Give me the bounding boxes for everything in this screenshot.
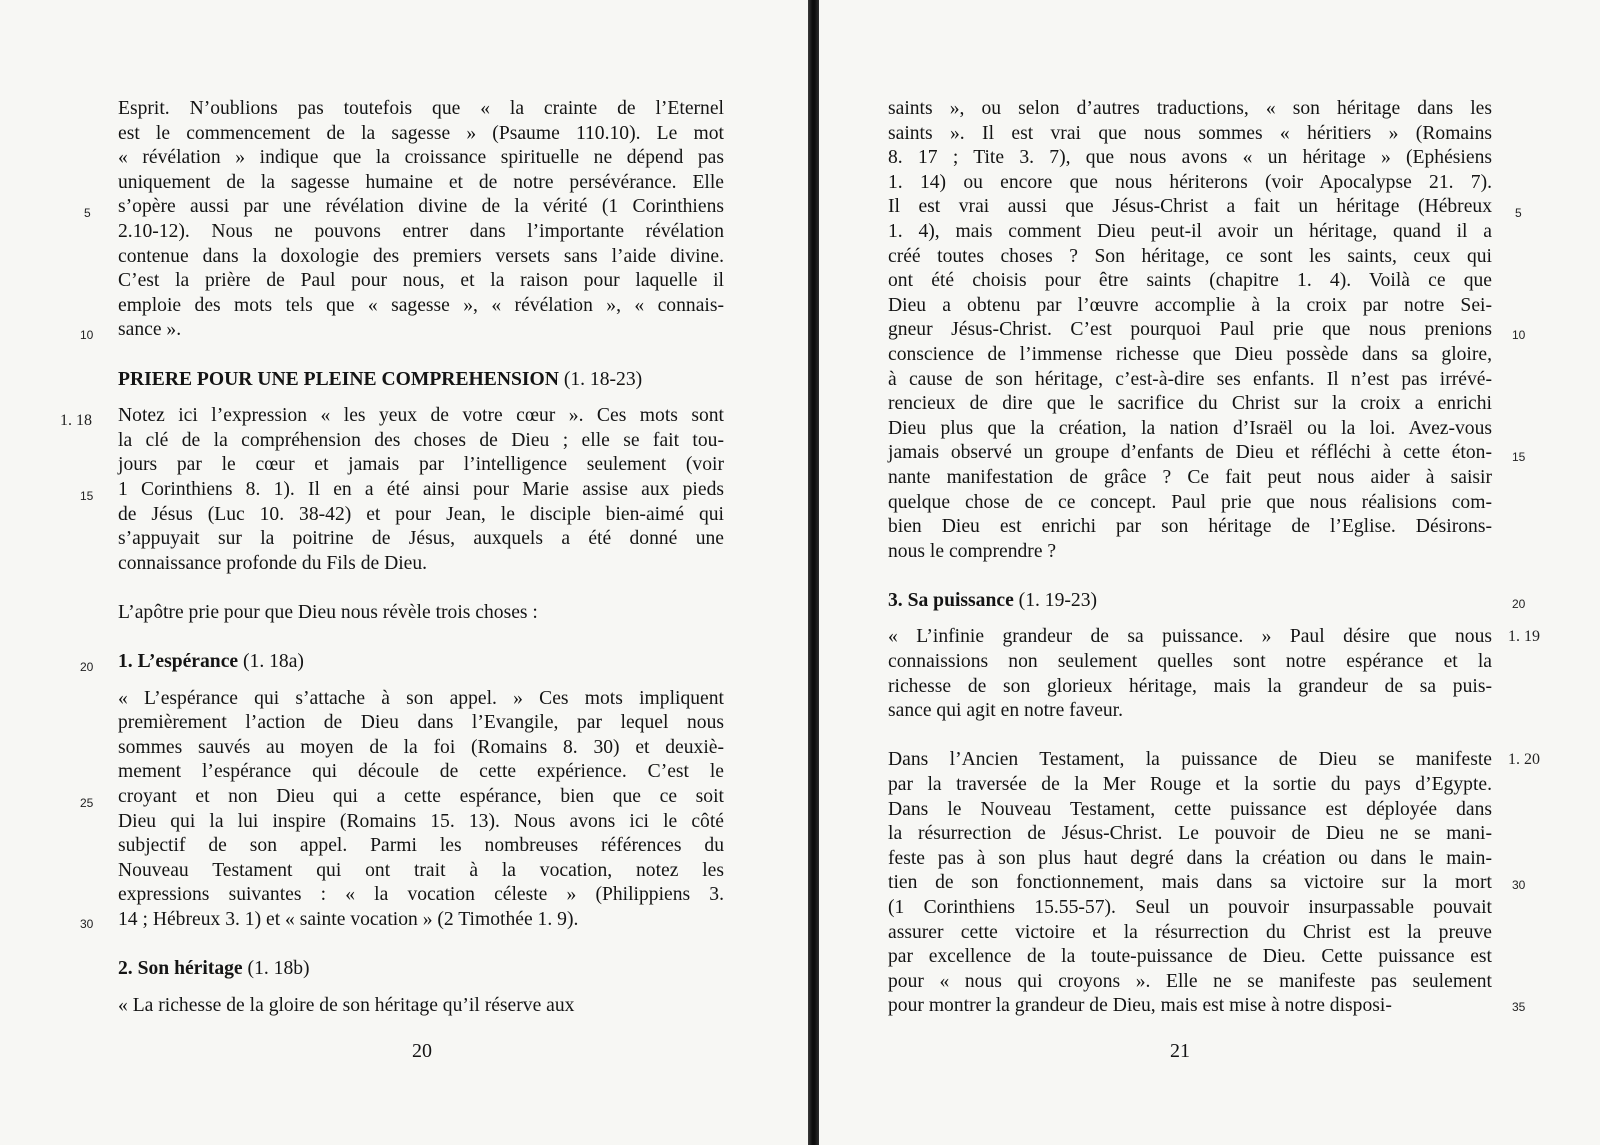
line-number: 25: [80, 796, 94, 810]
text-line: « La richesse de la gloire de son héritage qu’il réserve aux: [118, 994, 575, 1016]
text-line: nante manifestation de grâce ? Ce fait peut nous aider à saisir: [888, 466, 1492, 488]
text-line: 1. 14) ou encore que nous hériterons (voir Apocalypse 21. 7).: [888, 171, 1492, 193]
text-line: uniquement de la sagesse humaine et de notre persévérance. Elle: [118, 171, 724, 193]
paragraph: [888, 625, 1492, 723]
section-heading: [118, 957, 724, 982]
text-line: saints ». Il est vrai que nous sommes « héritiers » (Romains: [888, 122, 1492, 144]
text-line: conscience de l’immense richesse que Dieu possède dans sa gloire,: [888, 343, 1492, 365]
paragraph-gap: [888, 613, 1492, 625]
verse-reference: 1. 19: [1508, 628, 1540, 645]
text-line: de Jésus (Luc 10. 38-42) et pour Jean, le disciple bien-aimé qui: [118, 503, 724, 525]
line-number: 20: [80, 660, 94, 674]
paragraph-gap: [118, 982, 724, 994]
text-line: Notez ici l’expression « les yeux de votre cœur ». Ces mots sont: [118, 405, 724, 427]
text-line: Dieu a obtenu par l’œuvre accomplie à la croix par notre Sei-: [888, 294, 1492, 316]
paragraph-gap: [118, 392, 724, 404]
text-line: s’opère aussi par une révélation divine de la vérité (1 Corinthiens: [118, 196, 724, 218]
line-number: 10: [80, 328, 94, 342]
paragraph: [118, 404, 724, 576]
line-number: 30: [1512, 878, 1526, 892]
paragraph-gap: [118, 625, 724, 650]
text-line: Nouveau Testament qui ont trait à la vocation, notez les: [118, 859, 724, 881]
text-line: expressions suivantes : « la vocation céleste » (Philippiens 3.: [118, 884, 724, 906]
right-page-text: [888, 97, 1492, 1019]
text-line: quelque chose de ce concept. Paul prie que nous réalisions com-: [888, 491, 1492, 513]
paragraph: [118, 601, 724, 626]
text-line: jours par le cœur et jamais par l’intelligence seulement (voir: [118, 454, 724, 476]
paragraph-gap: [118, 933, 724, 958]
book-gutter: [808, 0, 819, 1145]
text-line: 8. 17 ; Tite 3. 7), que nous avons « un héritage » (Ephésiens: [888, 147, 1492, 169]
line-number: 30: [80, 917, 94, 931]
text-line: contenue dans la doxologie des premiers versets sans l’aide divine.: [118, 245, 724, 267]
text-line: 2.10-12). Nous ne pouvons entrer dans l’importante révélation: [118, 220, 724, 242]
line-number: 10: [1512, 328, 1526, 342]
paragraph-gap: [888, 724, 1492, 749]
text-line: 1. 4), mais comment Dieu peut-il avoir un héritage, quand il a: [888, 220, 1492, 242]
text-line: 14 ; Hébreux 3. 1) et « sainte vocation » (2 Timothée 1. 9).: [118, 909, 579, 930]
page-number: 20: [412, 1040, 432, 1062]
text-line: (1 Corinthiens 15.55-57). Seul un pouvoir insurpassable pouvait: [888, 897, 1492, 918]
paragraph-gap: [888, 564, 1492, 589]
text-line: assurer cette victoire et la résurrection du Christ est la preuve: [888, 921, 1492, 943]
paragraph: [118, 994, 724, 1019]
paragraph: [888, 97, 1492, 564]
section-heading: [888, 589, 1492, 614]
paragraph: [118, 687, 724, 933]
text-line: croyant et non Dieu qui a cette espérance, bien que ce soit: [118, 786, 724, 808]
text-line: « L’espérance qui s’attache à son appel. » Ces mots impliquent: [118, 687, 724, 709]
paragraph-gap: [118, 343, 724, 368]
text-line: sance ».: [118, 319, 182, 341]
text-line: Il est vrai aussi que Jésus-Christ a fait un héritage (Hébreux: [888, 196, 1492, 218]
section-heading-text: 2. Son héritage: [118, 958, 243, 980]
text-line: la résurrection de Jésus-Christ. Le pouvoir de Dieu ne se mani-: [888, 823, 1492, 845]
text-line: par excellence de la toute-puissance de Dieu. Cette puissance est: [888, 946, 1492, 968]
text-line: s’appuyait sur la poitrine de Jésus, auxquels a été donné une: [118, 528, 724, 550]
page-number: 21: [1170, 1040, 1190, 1062]
text-line: L’apôtre prie pour que Dieu nous révèle trois choses :: [118, 601, 538, 623]
text-line: saints », ou selon d’autres traductions, « son héritage dans les: [888, 98, 1492, 119]
text-line: nous le comprendre ?: [888, 540, 1057, 562]
section-heading-text: PRIERE POUR UNE PLEINE COMPREHENSION: [118, 368, 559, 390]
text-line: Dieu plus que la création, la nation d’Israël ou la loi. Avez-vous: [888, 417, 1492, 439]
text-line: mement l’espérance qui découle de cette expérience. C’est le: [118, 761, 724, 783]
text-line: premièrement l’action de Dieu dans l’Evangile, par lequel nous: [118, 712, 724, 734]
text-line: sance qui agit en notre faveur.: [888, 700, 1124, 722]
paragraph: [888, 748, 1492, 1019]
section-heading-reference: (1. 18b): [247, 958, 310, 980]
text-line: Dieu qui la lui inspire (Romains 15. 13). Nous avons ici le côté: [118, 810, 724, 832]
text-line: pour montrer la grandeur de Dieu, mais est mise à notre disposi-: [888, 995, 1392, 1017]
text-line: tien de son fonctionnement, mais dans sa victoire sur la mort: [888, 872, 1492, 894]
verse-reference: 1. 20: [1508, 751, 1540, 768]
section-heading-text: 1. L’espérance: [118, 651, 239, 673]
right-page: [822, 0, 1600, 1145]
text-line: rencieux de dire que le sacrifice du Christ sur la croix a enrichi: [888, 393, 1492, 415]
line-number: 5: [84, 206, 91, 220]
line-number: 35: [1512, 1000, 1526, 1014]
text-line: « L’infinie grandeur de sa puissance. » Paul désire que nous: [888, 626, 1492, 648]
section-heading-reference: (1. 18a): [243, 651, 304, 673]
text-line: feste pas à son plus haut degré dans la création ou dans le main-: [888, 847, 1492, 869]
text-line: C’est la prière de Paul pour nous, et la raison pour laquelle il: [118, 270, 724, 292]
text-line: pour « nous qui croyons ». Elle ne se manifeste pas seulement: [888, 970, 1492, 992]
text-line: connaissions non seulement quelles sont notre espérance et la: [888, 651, 1492, 673]
text-line: « révélation » indique que la croissance spirituelle ne dépend pas: [118, 147, 724, 169]
left-page-text: [118, 97, 724, 1018]
text-line: subjectif de son appel. Parmi les nombreuses références du: [118, 835, 724, 857]
text-line: gneur Jésus-Christ. C’est pourquoi Paul prie que nous prenions: [888, 319, 1492, 341]
text-line: créé toutes choses ? Son héritage, ce sont les saints, ceux qui: [888, 245, 1492, 267]
text-line: par la traversée de la Mer Rouge et la sortie du pays d’Egypte.: [888, 774, 1492, 796]
text-line: à cause de son héritage, c’est-à-dire ses enfants. Il n’est pas irrévé-: [888, 368, 1492, 390]
text-line: Esprit. N’oublions pas toutefois que « la crainte de l’Eternel: [118, 98, 724, 119]
text-line: sommes sauvés au moyen de la foi (Romains 8. 30) et deuxiè-: [118, 736, 724, 758]
text-line: ont été choisis pour être saints (chapitre 1. 4). Voilà ce que: [888, 270, 1492, 292]
section-heading-reference: (1. 18-23): [563, 368, 643, 390]
text-line: emploie des mots tels que « sagesse », « révélation », « connais-: [118, 294, 724, 316]
line-number: 5: [1515, 206, 1522, 220]
text-line: 1 Corinthiens 8. 1). Il en a été ainsi pour Marie assise aux pieds: [118, 478, 724, 500]
section-heading-reference: (1. 19-23): [1018, 589, 1098, 611]
paragraph-gap: [118, 675, 724, 687]
paragraph-gap: [118, 576, 724, 601]
section-heading: [118, 368, 724, 393]
text-line: Dans le Nouveau Testament, cette puissance est déployée dans: [888, 798, 1492, 820]
verse-reference: 1. 18: [60, 412, 92, 429]
line-number: 15: [80, 489, 94, 503]
text-line: la clé de la compréhension des choses de Dieu ; elle se fait tou-: [118, 429, 724, 451]
text-line: jamais observé un groupe d’enfants de Dieu et réfléchi à cette éton-: [888, 442, 1492, 464]
text-line: richesse de son glorieux héritage, mais la grandeur de sa puis-: [888, 675, 1492, 697]
text-line: est le commencement de la sagesse » (Psaume 110.10). Le mot: [118, 122, 724, 144]
section-heading: [118, 650, 724, 675]
line-number: 15: [1512, 450, 1526, 464]
text-line: connaissance profonde du Fils de Dieu.: [118, 552, 428, 574]
paragraph: [118, 97, 724, 343]
text-line: bien Dieu est enrichi par son héritage de l’Eglise. Désirons-: [888, 516, 1492, 538]
line-number: 20: [1512, 597, 1526, 611]
section-heading-text: 3. Sa puissance: [888, 589, 1014, 611]
text-line: Dans l’Ancien Testament, la puissance de Dieu se manifeste: [888, 749, 1492, 771]
